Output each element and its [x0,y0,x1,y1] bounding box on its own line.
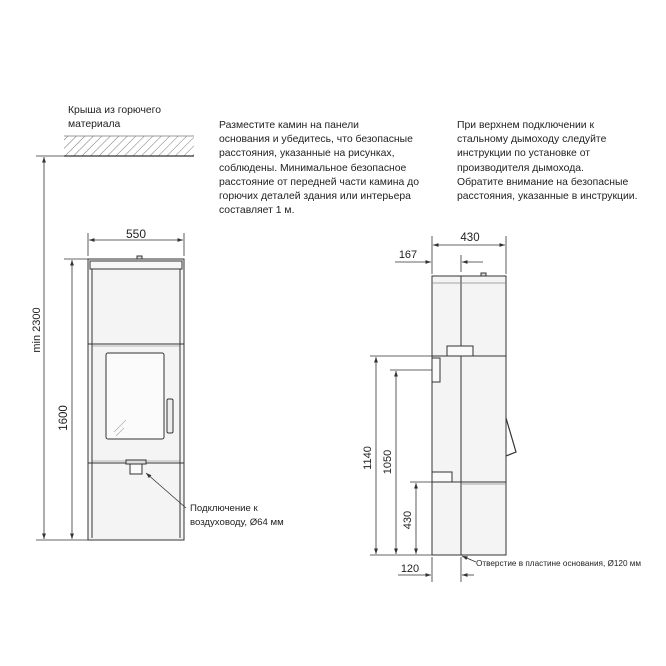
note-line: горючих деталей здания или интерьера [219,191,411,203]
note-line: стальному дымоходу следуйте [457,134,607,146]
rear-outlet-1140-label: 1140 [362,446,374,470]
stove-front-view [88,256,184,540]
top-flue-collar [447,346,473,356]
note-line: Обратите внимание на безопасные [457,176,629,188]
depth-dimension-label: 430 [460,232,480,244]
base-plate-hole-label: Отверстие в пластине основания, Ø120 мм [476,559,642,568]
rear-outlet-upper [432,358,440,382]
width-dimension-label: 550 [125,227,147,241]
note-line: основания и убедитесь, что безопасные [219,134,413,146]
roof-label-line: Крыша из горючего [68,105,161,116]
glass-door-window [106,353,164,439]
air-duct-label-line: воздуховоду, Ø64 мм [190,516,284,528]
stove-side-view [432,273,516,555]
note-line: соблюдены. Минимальное безопасное [219,162,407,174]
combustible-roof [64,136,194,156]
rear-outlet-430-label: 430 [402,510,414,530]
note-line: составляет 1 м. [219,205,295,217]
note-line: производителя дымохода. [457,162,584,174]
base-offset-label: 120 [400,563,420,575]
height-dimension-label: 1600 [58,405,70,431]
note-line: расстояния, указанные в инструкции. [457,191,638,203]
air-duct-label-line: Подключение к [190,503,258,514]
rear-outlet-1050-label: 1050 [382,449,394,475]
roof-label-line: материала [68,119,121,131]
top-outlet-offset-label: 167 [398,249,418,261]
note-line: инструкции по установке от [457,148,591,160]
air-control [126,460,146,464]
note-line: При верхнем подключении к [457,120,595,131]
note-line: расстояние от передней части камина до [219,176,419,188]
ceiling-clearance-label: min 2300 [31,307,43,353]
door-handle [167,399,173,433]
rear-outlet-lower [432,472,452,482]
note-line: расстояния, указанные на рисунках, [219,148,395,160]
note-line: Разместите камин на панели [219,120,359,131]
side-door-handle [506,418,516,456]
